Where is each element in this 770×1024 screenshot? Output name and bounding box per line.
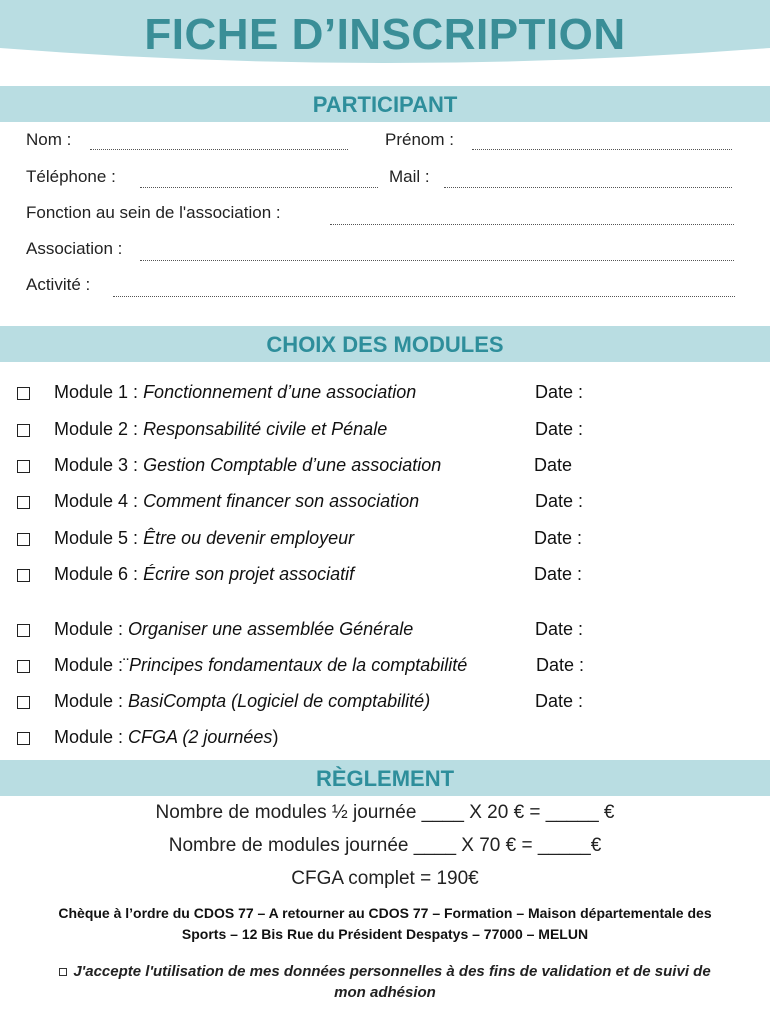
module-2-date: Date : <box>535 419 584 439</box>
module-1-prefix: Module 1 : <box>54 382 144 402</box>
module-basicompta-prefix: Module : <box>54 691 129 711</box>
module-6-checkbox[interactable] <box>17 569 30 582</box>
payment-note-line-1: Chèque à l’ordre du CDOS 77 – A retourner au CDOS 77 – Formation – Maison départementale des <box>58 905 712 921</box>
consent-line-2: mon adhésion <box>334 984 436 1001</box>
module-compta-name: Principes fondamentaux de la comptabilité <box>129 655 468 675</box>
module-2-name: Responsabilité civile et Pénale <box>143 419 388 439</box>
module-5-date: Date : <box>534 528 583 548</box>
module-3-name: Gestion Comptable d’une association <box>143 455 442 475</box>
participant-section-title: PARTICIPANT <box>312 92 458 117</box>
module-4-checkbox[interactable] <box>17 496 30 509</box>
module-5-label <box>54 528 354 549</box>
module-ag-label <box>54 619 413 640</box>
module-ag-checkbox[interactable] <box>17 624 30 637</box>
module-ag-prefix: Module : <box>54 619 129 639</box>
module-5-name: Être ou devenir employeur <box>143 528 355 548</box>
module-3-date: Date <box>534 455 573 475</box>
module-3-checkbox[interactable] <box>17 460 30 473</box>
module-6-date: Date : <box>534 564 583 584</box>
module-basicompta-checkbox[interactable] <box>17 696 30 709</box>
mail-label: Mail : <box>389 167 430 186</box>
module-3-prefix: Module 3 : <box>54 455 144 475</box>
modules-section-title: CHOIX DES MODULES <box>266 332 504 357</box>
module-1-name: Fonctionnement d’une association <box>143 382 417 402</box>
mail-field[interactable] <box>444 187 732 188</box>
module-6-prefix: Module 6 : <box>54 564 144 584</box>
module-5-checkbox[interactable] <box>17 533 30 546</box>
module-cfga-name: CFGA (2 journées <box>128 727 273 747</box>
module-compta-label <box>54 655 467 676</box>
nom-field[interactable] <box>90 149 348 150</box>
module-compta-checkbox[interactable] <box>17 660 30 673</box>
module-4-label <box>54 491 419 512</box>
module-ag-name: Organiser une assemblée Générale <box>128 619 414 639</box>
reglement-section-title: RÈGLEMENT <box>315 766 455 791</box>
module-basicompta-name: BasiCompta (Logiciel de comptabilité) <box>128 691 431 711</box>
module-2-label <box>54 419 387 440</box>
consent-line-1 <box>0 961 770 982</box>
module-4-name: Comment financer son association <box>143 491 420 511</box>
module-1-date: Date : <box>535 382 584 402</box>
consent-text: J'accepte l'utilisation de mes données personnelles à des fins de validation et de suivi de <box>73 963 711 980</box>
fonction-field[interactable] <box>330 224 734 225</box>
module-4-date: Date : <box>535 491 584 511</box>
module-2-prefix: Module 2 : <box>54 419 144 439</box>
payment-note <box>0 903 770 945</box>
module-cfga-prefix: Module : <box>54 727 129 747</box>
page-title: FICHE D’INSCRIPTION <box>144 10 626 59</box>
module-4-prefix: Module 4 : <box>54 491 144 511</box>
module-2-checkbox[interactable] <box>17 424 30 437</box>
telephone-label: Téléphone : <box>26 167 116 186</box>
telephone-field[interactable] <box>140 187 378 188</box>
demi-journee-line: Nombre de modules ½ journée ____ X 20 € = _____ € <box>155 802 615 823</box>
nom-label: Nom : <box>26 130 72 149</box>
module-compta-prefix: Module :¨ <box>54 655 130 675</box>
module-cfga-checkbox[interactable] <box>17 732 30 745</box>
module-cfga-label <box>54 727 278 748</box>
prenom-field[interactable] <box>472 149 732 150</box>
activite-label: Activité : <box>26 275 91 294</box>
cfga-complet-line: CFGA complet = 190€ <box>291 868 479 889</box>
consent-block <box>0 961 770 1003</box>
module-3-label <box>54 455 441 476</box>
module-1-label <box>54 382 416 403</box>
payment-note-line-2: Sports – 12 Bis Rue du Président Despatys – 77000 – MELUN <box>181 926 589 942</box>
fonction-label: Fonction au sein de l'association : <box>26 203 281 222</box>
module-6-name: Écrire son projet associatif <box>143 564 355 584</box>
module-basicompta-date: Date : <box>535 691 584 711</box>
activite-field[interactable] <box>113 296 735 297</box>
module-compta-date: Date : <box>536 655 585 675</box>
module-cfga-suffix: ) <box>272 727 279 747</box>
module-5-prefix: Module 5 : <box>54 528 144 548</box>
module-ag-date: Date : <box>535 619 584 639</box>
journee-line: Nombre de modules journée ____ X 70 € = _____€ <box>168 835 602 856</box>
module-1-checkbox[interactable] <box>17 387 30 400</box>
module-basicompta-label <box>54 691 430 712</box>
consent-checkbox[interactable] <box>59 968 67 976</box>
association-field[interactable] <box>140 260 734 261</box>
association-label: Association : <box>26 239 123 258</box>
prenom-label: Prénom : <box>385 130 454 149</box>
module-6-label <box>54 564 354 585</box>
